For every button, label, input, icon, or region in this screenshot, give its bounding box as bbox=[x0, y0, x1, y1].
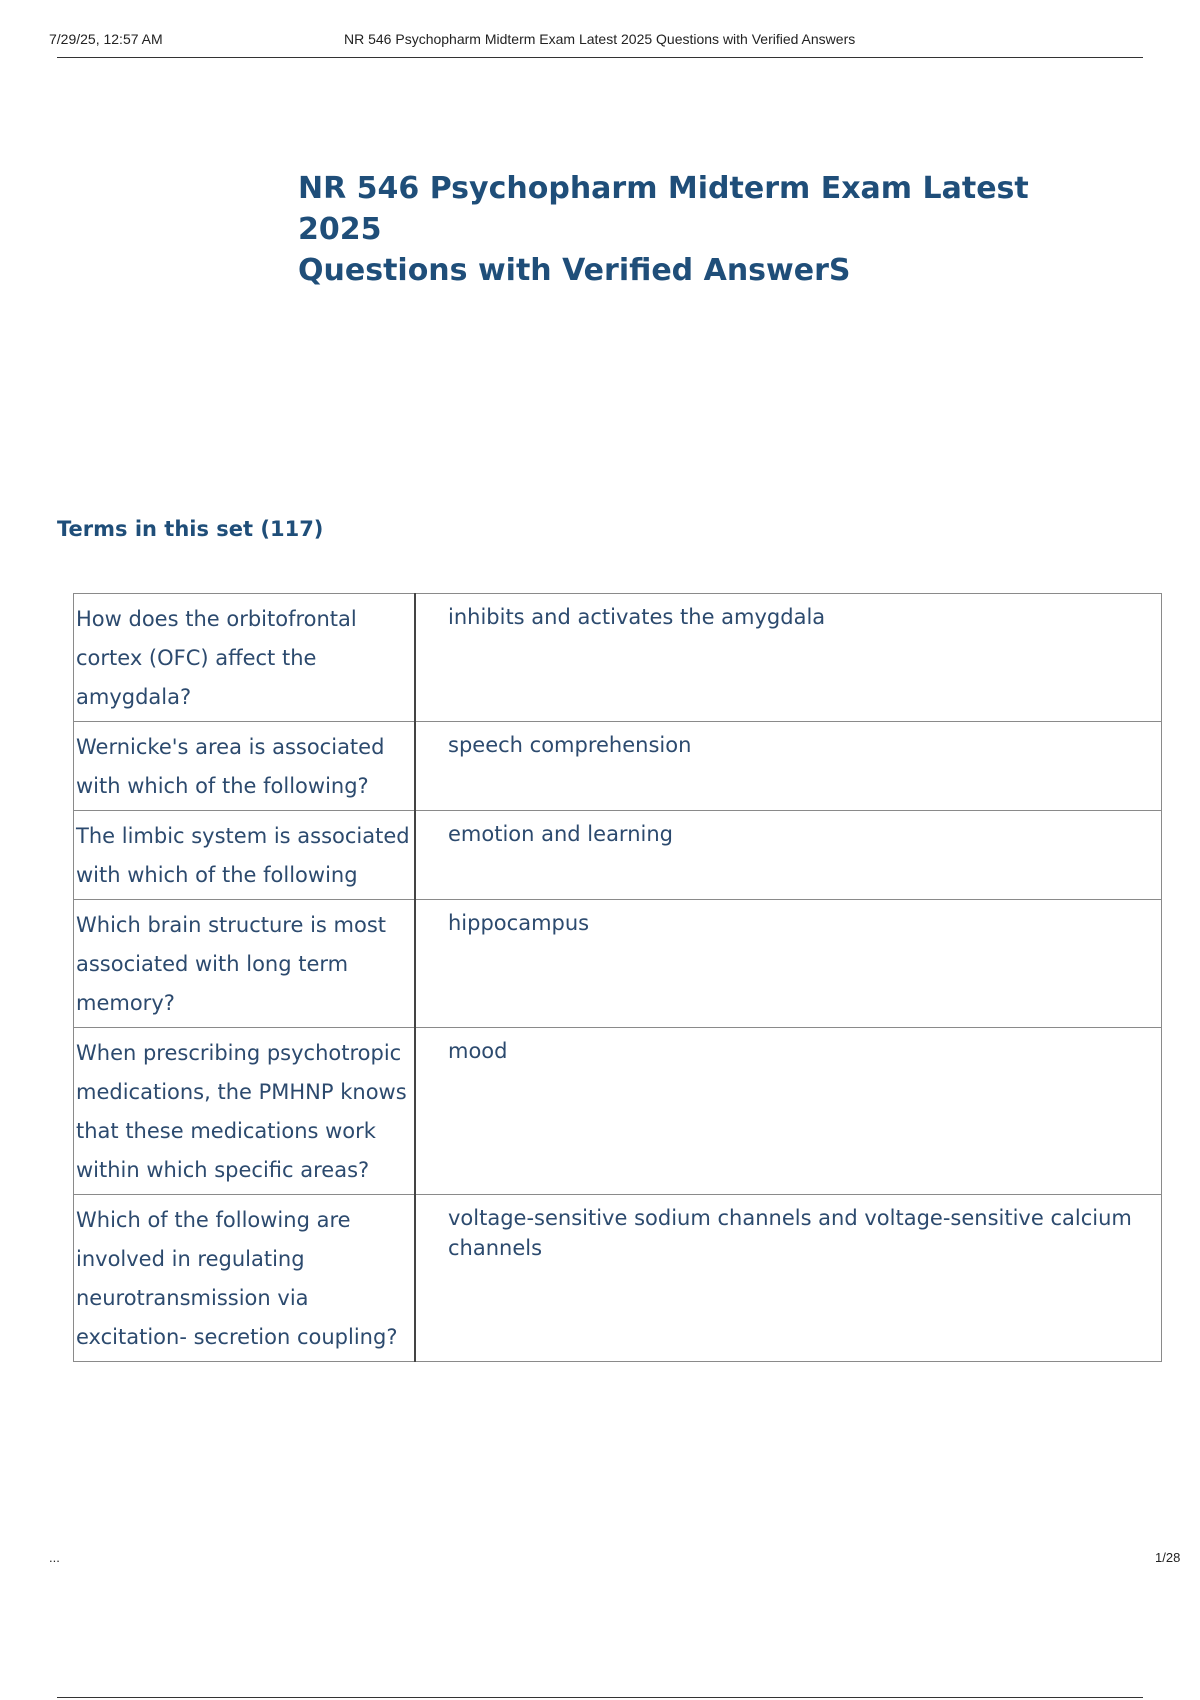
term-question: Wernicke's area is associated with which of the following? bbox=[74, 722, 416, 811]
term-question: How does the orbitofrontal cortex (OFC) affect the amygdala? bbox=[74, 594, 416, 722]
page-number: 1/28 bbox=[1155, 1550, 1181, 1565]
term-answer: hippocampus bbox=[415, 900, 1162, 1028]
terms-table bbox=[73, 593, 1162, 1362]
term-row bbox=[74, 722, 1162, 811]
footer-url-ellipsis: ... bbox=[49, 1550, 60, 1565]
term-answer: voltage-sensitive sodium channels and voltage-sensitive calcium channels bbox=[415, 1195, 1162, 1362]
terms-count-heading: Terms in this set (117) bbox=[57, 517, 324, 541]
print-header bbox=[0, 0, 1200, 60]
term-answer: inhibits and activates the amygdala bbox=[415, 594, 1162, 722]
term-answer: speech comprehension bbox=[415, 722, 1162, 811]
term-question: Which of the following are involved in regulating neurotransmission via excitation- secretion coupling? bbox=[74, 1195, 416, 1362]
term-answer: emotion and learning bbox=[415, 811, 1162, 900]
footer-divider bbox=[57, 1697, 1143, 1698]
term-row bbox=[74, 594, 1162, 722]
page-title-line: NR 546 Psychopharm Midterm Exam Latest 2025 bbox=[298, 171, 1029, 247]
term-question: The limbic system is associated with which of the following bbox=[74, 811, 416, 900]
header-divider bbox=[57, 57, 1143, 58]
term-row bbox=[74, 1195, 1162, 1362]
term-answer: mood bbox=[415, 1028, 1162, 1195]
print-date: 7/29/25, 12:57 AM bbox=[49, 31, 163, 47]
term-question: When prescribing psychotropic medications, the PMHNP knows that these medications work within which specific areas? bbox=[74, 1028, 416, 1195]
term-row bbox=[74, 900, 1162, 1028]
print-document-title: NR 546 Psychopharm Midterm Exam Latest 2025 Questions with Verified Answers bbox=[344, 31, 856, 47]
term-question: Which brain structure is most associated with long term memory? bbox=[74, 900, 416, 1028]
term-row bbox=[74, 1028, 1162, 1195]
term-row bbox=[74, 811, 1162, 900]
print-footer bbox=[0, 1548, 1200, 1578]
page-title-line: Questions with Verified AnswerS bbox=[298, 253, 851, 288]
page-title bbox=[298, 168, 1058, 291]
